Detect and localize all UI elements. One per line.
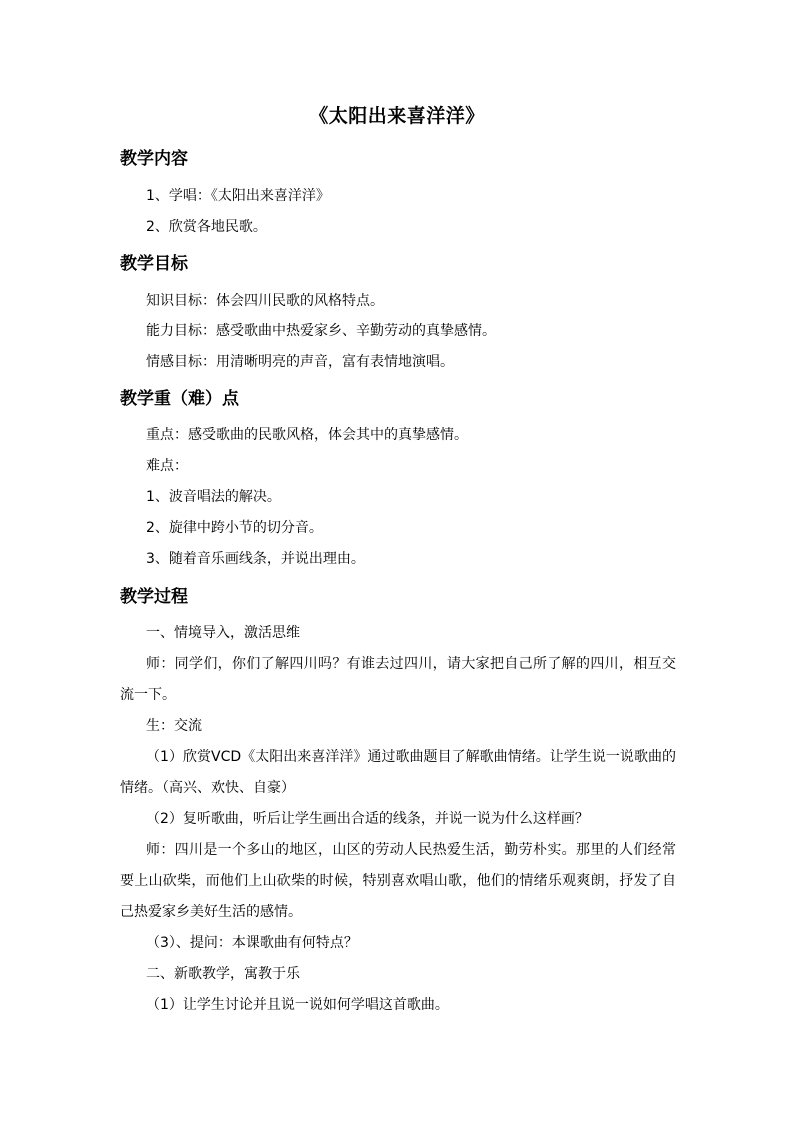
paragraph: 3、随着音乐画线条，并说出理由。 [146,551,365,567]
paragraph: 重点：感受歌曲的民歌风格，体会其中的真挚感情。 [146,427,468,443]
paragraph: 2、旋律中跨小节的切分音。 [146,520,323,536]
section-heading-objectives: 教学目标 [120,254,188,274]
paragraph: 难点： [146,458,188,474]
paragraph: （1）让学生讨论并且说一说如何学唱这首歌曲。 [146,997,449,1013]
paragraph: 一、情境导入，激活思维 [146,625,300,641]
section-heading-content: 教学内容 [120,149,188,169]
paragraph: 师：四川是一个多山的地区，山区的劳动人民热爱生活，勤劳朴实。那里的人们经常要上山砍柴，而他们上山砍柴的时候，特别喜欢唱山歌，他们的情绪乐观爽朗，抒发了自己热爱家乡美好生活的感情。 [120,842,676,920]
section-heading-process: 教学过程 [120,587,188,607]
paragraph: 能力目标：感受歌曲中热爱家乡、辛勤劳动的真挚感情。 [146,323,496,339]
paragraph: 知识目标：体会四川民歌的风格特点。 [146,293,384,309]
paragraph: 生：交流 [146,718,202,734]
section-heading-key-points: 教学重（难）点 [120,389,239,409]
paragraph: 情感目标：用清晰明亮的声音，富有表情地演唱。 [146,354,454,370]
paragraph: 二、新歌教学，寓教于乐 [146,966,300,982]
document-title: 《太阳出来喜洋洋》 [309,105,485,127]
paragraph: （2）复听歌曲，听后让学生画出合适的线条，并说一说为什么这样画？ [146,811,589,827]
paragraph: （3）、提问：本课歌曲有何特点？ [146,935,358,951]
paragraph: 师：同学们，你们了解四川吗？有谁去过四川，请大家把自己所了解的四川，相互交流一下。 [120,656,676,703]
paragraph: （1）欣赏VCD《太阳出来喜洋洋》通过歌曲题目了解歌曲情绪。让学生说一说歌曲的情绪。（高兴、欢快、自豪） [120,749,676,796]
paragraph: 1、学唱：《太阳出来喜洋洋》 [146,188,330,204]
paragraph: 1、波音唱法的解决。 [146,489,281,505]
paragraph: 2、欣赏各地民歌。 [146,219,267,235]
